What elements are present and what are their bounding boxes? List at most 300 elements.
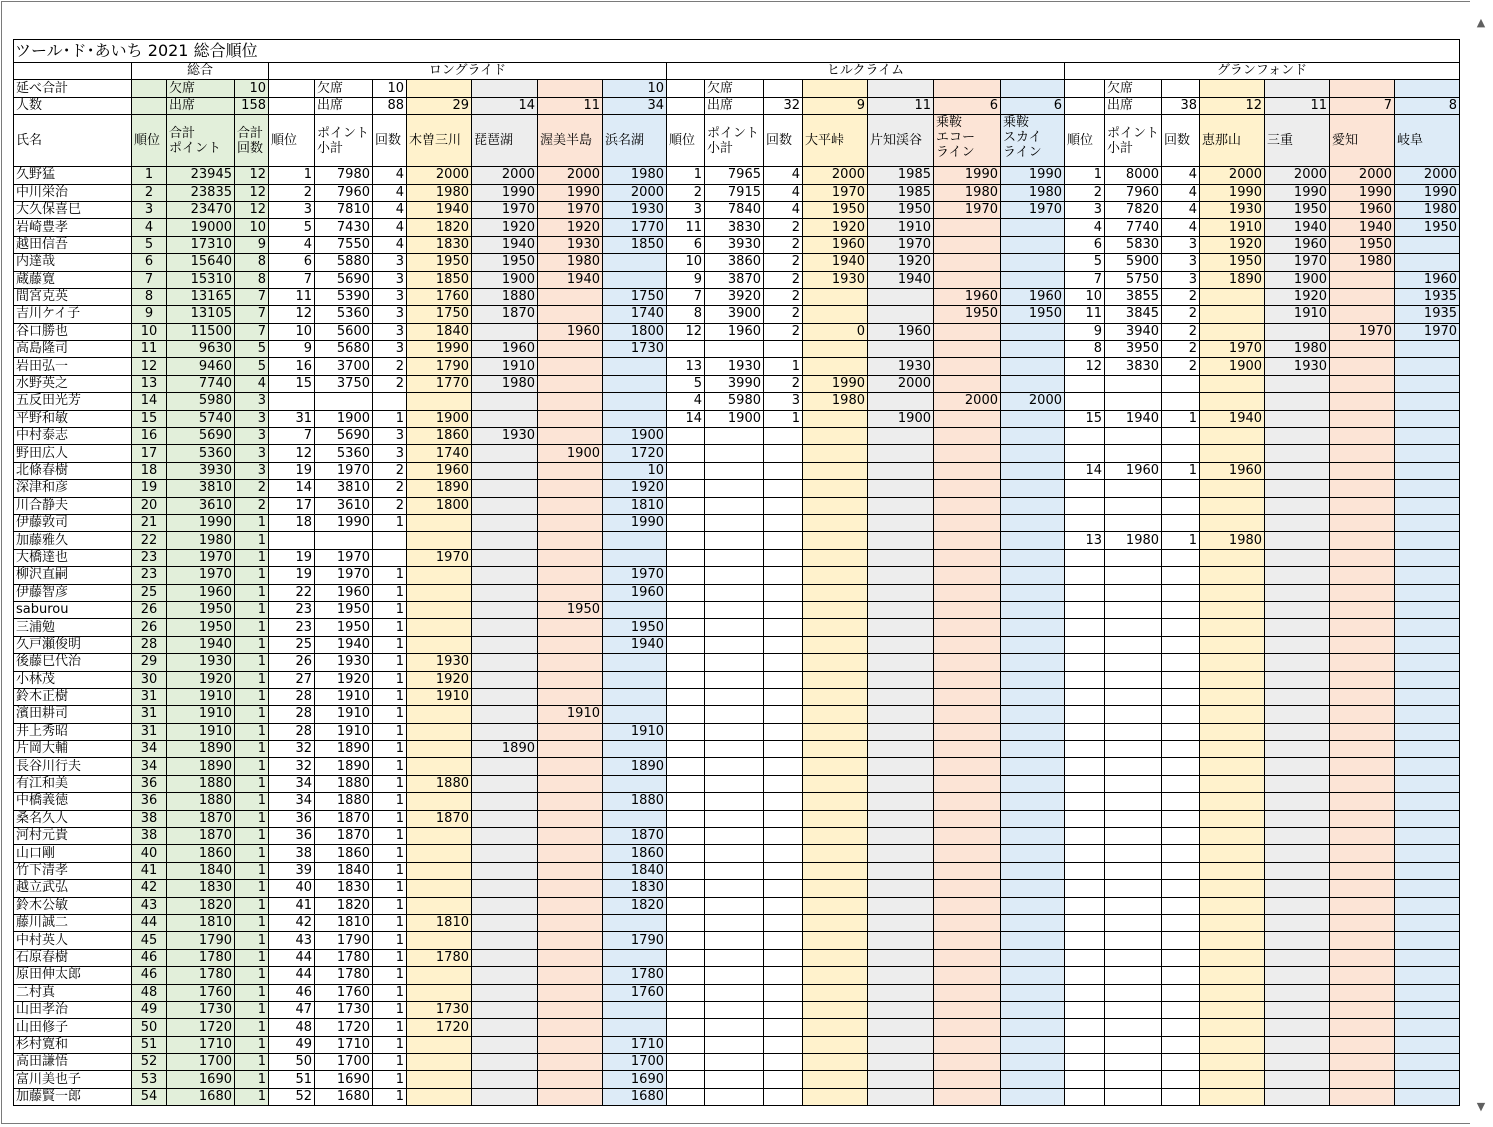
gf-mie[interactable] bbox=[1265, 375, 1330, 392]
hc-count[interactable] bbox=[764, 428, 803, 445]
gf-gifu[interactable] bbox=[1395, 393, 1460, 410]
lr-biwako[interactable] bbox=[472, 567, 538, 584]
lr-rank[interactable]: 51 bbox=[269, 1071, 315, 1088]
gf-mie[interactable] bbox=[1265, 393, 1330, 410]
lr-kiso-sansen[interactable] bbox=[407, 741, 472, 758]
gf-subtotal[interactable] bbox=[1105, 445, 1162, 462]
gf-mie[interactable] bbox=[1265, 445, 1330, 462]
hc-count[interactable] bbox=[764, 1054, 803, 1071]
total-count[interactable]: 1 bbox=[235, 723, 269, 740]
lr-atsumi[interactable]: 1910 bbox=[538, 706, 603, 723]
lr-atsumi[interactable] bbox=[538, 862, 603, 879]
gf-mie[interactable] bbox=[1265, 1001, 1330, 1018]
hc-ohira[interactable] bbox=[803, 949, 868, 966]
lr-biwako[interactable]: 1910 bbox=[472, 358, 538, 375]
hc-katachi[interactable] bbox=[868, 984, 934, 1001]
hc-katachi[interactable] bbox=[868, 393, 934, 410]
lr-rank[interactable]: 31 bbox=[269, 410, 315, 427]
total-count[interactable]: 3 bbox=[235, 393, 269, 410]
lr-count[interactable]: 1 bbox=[373, 845, 407, 862]
lr-hamanako[interactable]: 1910 bbox=[603, 723, 667, 740]
gf-aichi[interactable] bbox=[1330, 793, 1395, 810]
lr-kiso-sansen[interactable]: 1940 bbox=[407, 201, 472, 218]
gf-mie[interactable] bbox=[1265, 897, 1330, 914]
hc-norikura-echo[interactable] bbox=[934, 636, 1001, 653]
total-count[interactable]: 10 bbox=[235, 219, 269, 236]
gf-mie[interactable] bbox=[1265, 1036, 1330, 1053]
hc-subtotal[interactable]: 7915 bbox=[705, 184, 764, 201]
lr-subtotal[interactable]: 1890 bbox=[315, 741, 373, 758]
lr-kiso-sansen[interactable] bbox=[407, 636, 472, 653]
gf-aichi[interactable] bbox=[1330, 845, 1395, 862]
lr-biwako[interactable]: 1970 bbox=[472, 201, 538, 218]
gf-count[interactable] bbox=[1162, 949, 1200, 966]
gf-mie[interactable] bbox=[1265, 984, 1330, 1001]
gf-aichi[interactable] bbox=[1330, 1019, 1395, 1036]
hc-norikura-sky[interactable] bbox=[1001, 549, 1065, 566]
lr-biwako[interactable] bbox=[472, 671, 538, 688]
lr-kiso-sansen[interactable] bbox=[407, 880, 472, 897]
lr-rank[interactable]: 40 bbox=[269, 880, 315, 897]
gf-ena[interactable] bbox=[1200, 654, 1265, 671]
gf-mie[interactable] bbox=[1265, 706, 1330, 723]
hc-count[interactable]: 4 bbox=[764, 167, 803, 184]
lr-atsumi[interactable]: 1980 bbox=[538, 254, 603, 271]
gf-rank[interactable] bbox=[1065, 671, 1105, 688]
gf-aichi[interactable] bbox=[1330, 949, 1395, 966]
lr-biwako[interactable] bbox=[472, 845, 538, 862]
hc-subtotal[interactable] bbox=[705, 967, 764, 984]
total-points[interactable]: 9460 bbox=[167, 358, 235, 375]
lr-rank[interactable]: 18 bbox=[269, 514, 315, 531]
gf-aichi[interactable] bbox=[1330, 1054, 1395, 1071]
player-name[interactable]: 内達哉 bbox=[14, 254, 132, 271]
total-points[interactable]: 3610 bbox=[167, 497, 235, 514]
hc-norikura-sky[interactable] bbox=[1001, 723, 1065, 740]
hc-katachi[interactable] bbox=[868, 445, 934, 462]
hc-rank[interactable] bbox=[667, 758, 705, 775]
lr-kiso-sansen[interactable] bbox=[407, 1036, 472, 1053]
gf-ena[interactable] bbox=[1200, 428, 1265, 445]
lr-kiso-sansen[interactable] bbox=[407, 845, 472, 862]
lr-atsumi[interactable] bbox=[538, 306, 603, 323]
gf-mie[interactable] bbox=[1265, 671, 1330, 688]
gf-gifu[interactable]: 2000 bbox=[1395, 167, 1460, 184]
gf-count[interactable] bbox=[1162, 775, 1200, 792]
player-name[interactable]: 柳沢直嗣 bbox=[14, 567, 132, 584]
lr-subtotal[interactable]: 5600 bbox=[315, 323, 373, 340]
lr-rank[interactable]: 32 bbox=[269, 741, 315, 758]
gf-gifu[interactable] bbox=[1395, 741, 1460, 758]
lr-hamanako[interactable] bbox=[603, 671, 667, 688]
gf-aichi[interactable] bbox=[1330, 428, 1395, 445]
total-count[interactable]: 1 bbox=[235, 671, 269, 688]
hc-rank[interactable] bbox=[667, 1054, 705, 1071]
lr-rank[interactable]: 50 bbox=[269, 1054, 315, 1071]
lr-hamanako[interactable] bbox=[603, 1001, 667, 1018]
lr-subtotal[interactable]: 1780 bbox=[315, 949, 373, 966]
hc-ohira[interactable] bbox=[803, 497, 868, 514]
hc-norikura-echo[interactable]: 1950 bbox=[934, 306, 1001, 323]
gf-aichi[interactable] bbox=[1330, 775, 1395, 792]
player-name[interactable]: 大橋達也 bbox=[14, 549, 132, 566]
gf-ena[interactable] bbox=[1200, 967, 1265, 984]
gf-aichi[interactable] bbox=[1330, 584, 1395, 601]
gf-ena[interactable] bbox=[1200, 880, 1265, 897]
lr-count[interactable]: 3 bbox=[373, 271, 407, 288]
overall-rank[interactable]: 5 bbox=[132, 236, 167, 253]
lr-biwako[interactable]: 1880 bbox=[472, 288, 538, 305]
total-points[interactable]: 3810 bbox=[167, 480, 235, 497]
lr-count[interactable]: 2 bbox=[373, 497, 407, 514]
gf-aichi[interactable] bbox=[1330, 671, 1395, 688]
gf-ena[interactable] bbox=[1200, 949, 1265, 966]
hc-count[interactable] bbox=[764, 810, 803, 827]
gf-rank[interactable] bbox=[1065, 897, 1105, 914]
hc-ohira[interactable] bbox=[803, 897, 868, 914]
lr-hamanako[interactable]: 1680 bbox=[603, 1088, 667, 1105]
hc-subtotal[interactable] bbox=[705, 636, 764, 653]
gf-ena[interactable] bbox=[1200, 862, 1265, 879]
total-points[interactable]: 7740 bbox=[167, 375, 235, 392]
lr-rank[interactable]: 11 bbox=[269, 288, 315, 305]
gf-subtotal[interactable]: 7960 bbox=[1105, 184, 1162, 201]
hc-norikura-sky[interactable]: 1990 bbox=[1001, 167, 1065, 184]
lr-atsumi[interactable] bbox=[538, 497, 603, 514]
hc-norikura-echo[interactable] bbox=[934, 254, 1001, 271]
gf-count[interactable] bbox=[1162, 549, 1200, 566]
gf-ena[interactable]: 1980 bbox=[1200, 532, 1265, 549]
player-name[interactable]: 伊藤敦司 bbox=[14, 514, 132, 531]
hc-katachi[interactable] bbox=[868, 341, 934, 358]
gf-gifu[interactable] bbox=[1395, 1036, 1460, 1053]
hc-norikura-sky[interactable] bbox=[1001, 1019, 1065, 1036]
gf-rank[interactable] bbox=[1065, 636, 1105, 653]
hc-ohira[interactable]: 2000 bbox=[803, 167, 868, 184]
gf-rank[interactable] bbox=[1065, 1054, 1105, 1071]
gf-subtotal[interactable]: 8000 bbox=[1105, 167, 1162, 184]
hc-katachi[interactable] bbox=[868, 1036, 934, 1053]
overall-rank[interactable]: 31 bbox=[132, 688, 167, 705]
lr-count[interactable]: 1 bbox=[373, 1071, 407, 1088]
lr-hamanako[interactable] bbox=[603, 532, 667, 549]
lr-biwako[interactable] bbox=[472, 775, 538, 792]
lr-subtotal[interactable]: 1870 bbox=[315, 828, 373, 845]
player-name[interactable]: 有江和美 bbox=[14, 775, 132, 792]
lr-biwako[interactable] bbox=[472, 688, 538, 705]
gf-gifu[interactable] bbox=[1395, 758, 1460, 775]
hc-norikura-echo[interactable]: 1980 bbox=[934, 184, 1001, 201]
gf-count[interactable] bbox=[1162, 1001, 1200, 1018]
player-name[interactable]: 鈴木正樹 bbox=[14, 688, 132, 705]
gf-mie[interactable] bbox=[1265, 828, 1330, 845]
gf-ena[interactable] bbox=[1200, 393, 1265, 410]
overall-rank[interactable]: 6 bbox=[132, 254, 167, 271]
gf-subtotal[interactable]: 5750 bbox=[1105, 271, 1162, 288]
gf-aichi[interactable] bbox=[1330, 967, 1395, 984]
lr-atsumi[interactable]: 1940 bbox=[538, 271, 603, 288]
lr-subtotal[interactable]: 1810 bbox=[315, 914, 373, 931]
hc-subtotal[interactable] bbox=[705, 549, 764, 566]
gf-count[interactable] bbox=[1162, 810, 1200, 827]
lr-count[interactable]: 1 bbox=[373, 862, 407, 879]
hc-katachi[interactable] bbox=[868, 793, 934, 810]
total-points[interactable]: 9630 bbox=[167, 341, 235, 358]
hc-rank[interactable]: 6 bbox=[667, 236, 705, 253]
total-count[interactable]: 1 bbox=[235, 567, 269, 584]
gf-ena[interactable] bbox=[1200, 619, 1265, 636]
gf-aichi[interactable] bbox=[1330, 914, 1395, 931]
lr-biwako[interactable]: 1950 bbox=[472, 254, 538, 271]
hc-norikura-echo[interactable] bbox=[934, 323, 1001, 340]
player-name[interactable]: 中村英人 bbox=[14, 932, 132, 949]
lr-rank[interactable]: 41 bbox=[269, 897, 315, 914]
lr-hamanako[interactable]: 1780 bbox=[603, 967, 667, 984]
gf-ena[interactable] bbox=[1200, 514, 1265, 531]
gf-count[interactable] bbox=[1162, 393, 1200, 410]
gf-subtotal[interactable] bbox=[1105, 967, 1162, 984]
hc-rank[interactable]: 12 bbox=[667, 323, 705, 340]
gf-subtotal[interactable]: 7820 bbox=[1105, 201, 1162, 218]
hc-subtotal[interactable]: 1960 bbox=[705, 323, 764, 340]
gf-rank[interactable] bbox=[1065, 567, 1105, 584]
gf-rank[interactable]: 6 bbox=[1065, 236, 1105, 253]
hc-subtotal[interactable] bbox=[705, 1001, 764, 1018]
gf-count[interactable] bbox=[1162, 1019, 1200, 1036]
player-name[interactable]: 小林茂 bbox=[14, 671, 132, 688]
lr-kiso-sansen[interactable]: 1920 bbox=[407, 671, 472, 688]
player-name[interactable]: 五反田光芳 bbox=[14, 393, 132, 410]
overall-rank[interactable]: 40 bbox=[132, 845, 167, 862]
overall-rank[interactable]: 26 bbox=[132, 619, 167, 636]
gf-ena[interactable] bbox=[1200, 758, 1265, 775]
overall-rank[interactable]: 28 bbox=[132, 636, 167, 653]
hc-subtotal[interactable] bbox=[705, 758, 764, 775]
hc-subtotal[interactable] bbox=[705, 775, 764, 792]
total-count[interactable]: 1 bbox=[235, 1088, 269, 1105]
lr-hamanako[interactable] bbox=[603, 1019, 667, 1036]
hc-subtotal[interactable]: 7965 bbox=[705, 167, 764, 184]
player-name[interactable]: 鈴木公敏 bbox=[14, 897, 132, 914]
gf-rank[interactable]: 4 bbox=[1065, 219, 1105, 236]
hc-norikura-echo[interactable] bbox=[934, 1088, 1001, 1105]
gf-count[interactable]: 2 bbox=[1162, 288, 1200, 305]
gf-gifu[interactable] bbox=[1395, 967, 1460, 984]
gf-gifu[interactable] bbox=[1395, 897, 1460, 914]
gf-mie[interactable] bbox=[1265, 862, 1330, 879]
hc-subtotal[interactable] bbox=[705, 1088, 764, 1105]
gf-ena[interactable]: 1970 bbox=[1200, 341, 1265, 358]
lr-rank[interactable]: 28 bbox=[269, 723, 315, 740]
hc-katachi[interactable]: 1985 bbox=[868, 167, 934, 184]
hc-norikura-echo[interactable]: 1970 bbox=[934, 201, 1001, 218]
gf-count[interactable] bbox=[1162, 984, 1200, 1001]
gf-subtotal[interactable] bbox=[1105, 549, 1162, 566]
hc-subtotal[interactable] bbox=[705, 532, 764, 549]
gf-gifu[interactable] bbox=[1395, 549, 1460, 566]
hc-norikura-echo[interactable] bbox=[934, 758, 1001, 775]
gf-rank[interactable] bbox=[1065, 810, 1105, 827]
gf-aichi[interactable] bbox=[1330, 862, 1395, 879]
hc-norikura-sky[interactable] bbox=[1001, 897, 1065, 914]
overall-rank[interactable]: 14 bbox=[132, 393, 167, 410]
hc-subtotal[interactable]: 1930 bbox=[705, 358, 764, 375]
lr-count[interactable]: 4 bbox=[373, 201, 407, 218]
total-points[interactable]: 5360 bbox=[167, 445, 235, 462]
hc-count[interactable] bbox=[764, 741, 803, 758]
gf-count[interactable] bbox=[1162, 584, 1200, 601]
lr-hamanako[interactable] bbox=[603, 741, 667, 758]
lr-kiso-sansen[interactable] bbox=[407, 706, 472, 723]
total-count[interactable]: 3 bbox=[235, 462, 269, 479]
lr-count[interactable]: 1 bbox=[373, 793, 407, 810]
gf-subtotal[interactable]: 5900 bbox=[1105, 254, 1162, 271]
lr-subtotal[interactable]: 7980 bbox=[315, 167, 373, 184]
hc-ohira[interactable] bbox=[803, 775, 868, 792]
gf-mie[interactable]: 1910 bbox=[1265, 306, 1330, 323]
gf-subtotal[interactable] bbox=[1105, 828, 1162, 845]
gf-gifu[interactable] bbox=[1395, 462, 1460, 479]
total-count[interactable]: 5 bbox=[235, 358, 269, 375]
lr-rank[interactable]: 39 bbox=[269, 862, 315, 879]
lr-rank[interactable]: 46 bbox=[269, 984, 315, 1001]
gf-mie[interactable] bbox=[1265, 1019, 1330, 1036]
lr-atsumi[interactable] bbox=[538, 375, 603, 392]
hc-ohira[interactable] bbox=[803, 880, 868, 897]
gf-gifu[interactable] bbox=[1395, 723, 1460, 740]
lr-subtotal[interactable]: 5690 bbox=[315, 428, 373, 445]
hc-subtotal[interactable] bbox=[705, 671, 764, 688]
hc-norikura-echo[interactable] bbox=[934, 584, 1001, 601]
hc-norikura-echo[interactable] bbox=[934, 862, 1001, 879]
lr-subtotal[interactable]: 7430 bbox=[315, 219, 373, 236]
hc-rank[interactable] bbox=[667, 775, 705, 792]
gf-subtotal[interactable] bbox=[1105, 845, 1162, 862]
lr-kiso-sansen[interactable]: 1960 bbox=[407, 462, 472, 479]
hc-katachi[interactable] bbox=[868, 671, 934, 688]
gf-aichi[interactable] bbox=[1330, 306, 1395, 323]
total-points[interactable]: 1720 bbox=[167, 1019, 235, 1036]
hc-subtotal[interactable] bbox=[705, 445, 764, 462]
lr-biwako[interactable] bbox=[472, 549, 538, 566]
gf-subtotal[interactable]: 3855 bbox=[1105, 288, 1162, 305]
hc-katachi[interactable] bbox=[868, 967, 934, 984]
lr-subtotal[interactable]: 1910 bbox=[315, 688, 373, 705]
gf-aichi[interactable] bbox=[1330, 375, 1395, 392]
gf-aichi[interactable] bbox=[1330, 619, 1395, 636]
gf-mie[interactable]: 1920 bbox=[1265, 288, 1330, 305]
hc-katachi[interactable] bbox=[868, 549, 934, 566]
lr-rank[interactable]: 5 bbox=[269, 219, 315, 236]
gf-gifu[interactable] bbox=[1395, 880, 1460, 897]
lr-count[interactable]: 1 bbox=[373, 741, 407, 758]
hc-subtotal[interactable] bbox=[705, 810, 764, 827]
hc-katachi[interactable]: 2000 bbox=[868, 375, 934, 392]
gf-gifu[interactable] bbox=[1395, 636, 1460, 653]
gf-gifu[interactable] bbox=[1395, 828, 1460, 845]
hc-norikura-sky[interactable] bbox=[1001, 654, 1065, 671]
gf-aichi[interactable] bbox=[1330, 445, 1395, 462]
hc-count[interactable] bbox=[764, 932, 803, 949]
hc-rank[interactable] bbox=[667, 445, 705, 462]
overall-rank[interactable]: 54 bbox=[132, 1088, 167, 1105]
lr-count[interactable]: 1 bbox=[373, 567, 407, 584]
gf-ena[interactable] bbox=[1200, 775, 1265, 792]
lr-atsumi[interactable] bbox=[538, 636, 603, 653]
lr-count[interactable]: 3 bbox=[373, 306, 407, 323]
hc-subtotal[interactable] bbox=[705, 619, 764, 636]
gf-subtotal[interactable] bbox=[1105, 1088, 1162, 1105]
total-points[interactable]: 1870 bbox=[167, 828, 235, 845]
hc-count[interactable]: 2 bbox=[764, 271, 803, 288]
gf-mie[interactable]: 1940 bbox=[1265, 219, 1330, 236]
lr-atsumi[interactable] bbox=[538, 288, 603, 305]
player-name[interactable]: 加藤雅久 bbox=[14, 532, 132, 549]
gf-mie[interactable] bbox=[1265, 1071, 1330, 1088]
lr-biwako[interactable] bbox=[472, 636, 538, 653]
gf-count[interactable] bbox=[1162, 862, 1200, 879]
lr-count[interactable]: 2 bbox=[373, 480, 407, 497]
total-count[interactable]: 1 bbox=[235, 984, 269, 1001]
hc-ohira[interactable] bbox=[803, 306, 868, 323]
lr-kiso-sansen[interactable]: 1860 bbox=[407, 428, 472, 445]
overall-rank[interactable]: 42 bbox=[132, 880, 167, 897]
gf-subtotal[interactable] bbox=[1105, 671, 1162, 688]
hc-rank[interactable] bbox=[667, 828, 705, 845]
hc-rank[interactable] bbox=[667, 810, 705, 827]
lr-hamanako[interactable]: 2000 bbox=[603, 184, 667, 201]
total-points[interactable]: 5740 bbox=[167, 410, 235, 427]
hc-rank[interactable] bbox=[667, 967, 705, 984]
gf-count[interactable]: 2 bbox=[1162, 323, 1200, 340]
lr-rank[interactable]: 15 bbox=[269, 375, 315, 392]
gf-aichi[interactable] bbox=[1330, 341, 1395, 358]
lr-hamanako[interactable]: 1850 bbox=[603, 236, 667, 253]
total-points[interactable]: 1780 bbox=[167, 949, 235, 966]
total-points[interactable]: 1950 bbox=[167, 619, 235, 636]
lr-count[interactable]: 3 bbox=[373, 428, 407, 445]
gf-aichi[interactable] bbox=[1330, 462, 1395, 479]
hc-katachi[interactable]: 1940 bbox=[868, 271, 934, 288]
gf-ena[interactable] bbox=[1200, 793, 1265, 810]
player-name[interactable]: 藤川誠二 bbox=[14, 914, 132, 931]
hc-katachi[interactable] bbox=[868, 480, 934, 497]
gf-aichi[interactable] bbox=[1330, 567, 1395, 584]
lr-atsumi[interactable] bbox=[538, 358, 603, 375]
gf-count[interactable] bbox=[1162, 880, 1200, 897]
lr-hamanako[interactable]: 1980 bbox=[603, 167, 667, 184]
lr-rank[interactable]: 19 bbox=[269, 462, 315, 479]
lr-count[interactable]: 1 bbox=[373, 1036, 407, 1053]
gf-aichi[interactable] bbox=[1330, 984, 1395, 1001]
overall-rank[interactable]: 10 bbox=[132, 323, 167, 340]
lr-rank[interactable]: 38 bbox=[269, 845, 315, 862]
hc-ohira[interactable] bbox=[803, 793, 868, 810]
gf-gifu[interactable] bbox=[1395, 845, 1460, 862]
gf-count[interactable] bbox=[1162, 793, 1200, 810]
gf-subtotal[interactable] bbox=[1105, 1001, 1162, 1018]
gf-mie[interactable] bbox=[1265, 514, 1330, 531]
lr-subtotal[interactable] bbox=[315, 393, 373, 410]
overall-rank[interactable]: 26 bbox=[132, 601, 167, 618]
hc-katachi[interactable] bbox=[868, 619, 934, 636]
gf-count[interactable] bbox=[1162, 914, 1200, 931]
gf-rank[interactable] bbox=[1065, 375, 1105, 392]
gf-aichi[interactable] bbox=[1330, 688, 1395, 705]
lr-hamanako[interactable]: 1800 bbox=[603, 323, 667, 340]
player-name[interactable]: 伊藤智彦 bbox=[14, 584, 132, 601]
total-count[interactable]: 4 bbox=[235, 375, 269, 392]
